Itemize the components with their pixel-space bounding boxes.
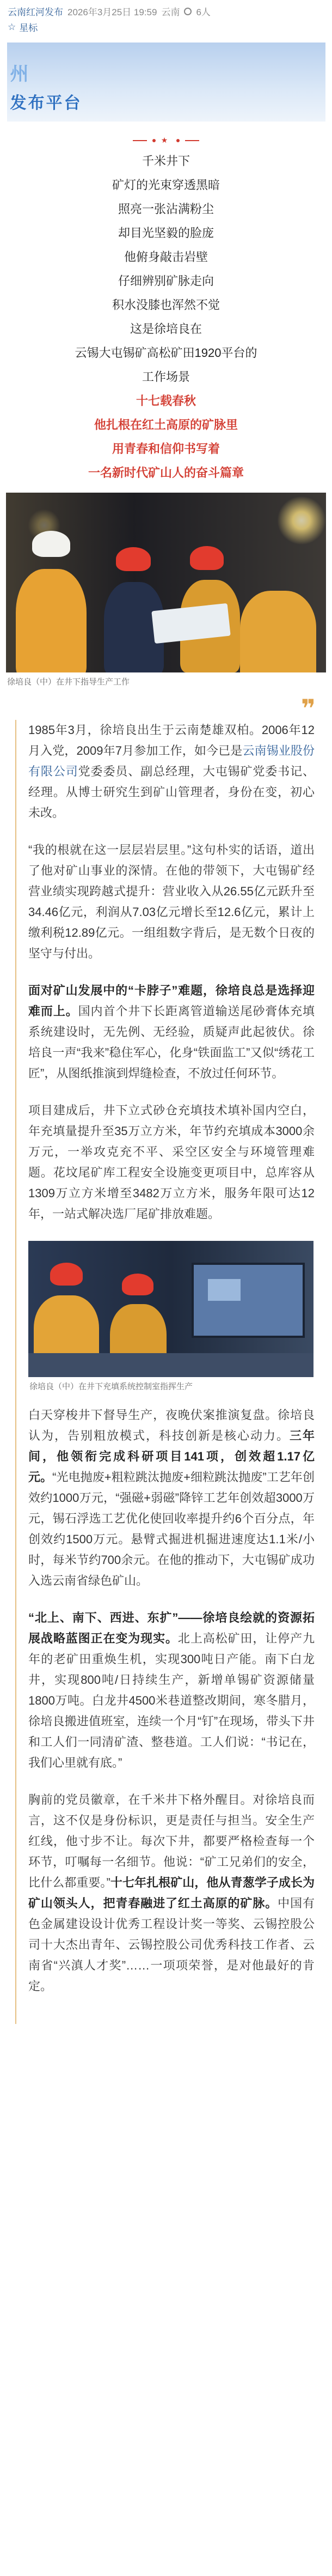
article-paragraph: 项目建成后，井下立式砂仓充填技术填补国内空白，年充填量提升至35万立方米，年节约充填成本3000余万元，一举攻克充不平、采空区安全与环境管理难题。花坟尾矿库工程安全设施变更项目中，总库容从1309万立方米增至3482万立方米，服务年限可达12年，一站式解决选厂尾矿排放难题。 [28, 1104, 315, 1221]
poem-line: 千米井下 [142, 154, 190, 168]
poem-red-line: 用青春和信仰书写着 [112, 442, 220, 456]
poem-line: 这是徐培良在 [130, 322, 202, 336]
article-paragraph: 胸前的党员徽章，在千米井下格外醒目。对徐培良而言，这不仅是身份标识，更是责任与担当。安全生产红线，他寸步不让。每次下井，都要严格检查每一个环节，叮嘱每一名细节。他说：“矿工兄弟们的安全，比什么都重要。”十七年扎根矿山，他从青葱学子成长为矿山领头人，把青春融进了红土高原的矿脉。中国有色金属建设设计优秀工程设计奖一等奖、云锡控股公司十大杰出青年、云锡控股公司优秀科技工作者、云南省“兴滇人才奖”……一项项荣誉，是对他最好的肯定。 [28, 1793, 315, 1993]
company-link[interactable]: 云南锡业股份有限公司 [28, 744, 315, 778]
poem-line: 矿灯的光束穿透黑暗 [112, 178, 220, 192]
account-name[interactable]: 云南红河发布 [8, 7, 63, 17]
poem-block [0, 149, 332, 485]
poem-line: 他俯身敲击岩壁 [124, 250, 208, 264]
header-banner [7, 43, 325, 122]
publish-date: 2026年3月25日 19:59 [67, 7, 157, 17]
article-paragraph: 1985年3月，徐培良出生于云南楚雄双柏。2006年12月入党，2009年7月参加工作，如今已是云南锡业股份有限公司党委委员、副总经理，大屯锡矿党委书记、经理。从博士研究生到矿山管理者，身份在变，初心未改。 [28, 723, 315, 820]
article-paragraph: 白天穿梭井下督导生产，夜晚伏案推演复盘。徐培良认为，告别粗放模式，科技创新是核心动力。三年间，他领衔完成科研项目141项，创效超1.17亿元。“光电抛废+粗粒跳汰抛废+细粒跳汰抛废”工艺年创效约1000万元，“强磁+弱磁”降锌工艺年创效超3000万元，锡石浮选工艺优化使回收率提升约6个百分点，年创效约1500万元。悬臂式掘进机掘进速度达1.1米/小时，每米节约700余元。在他的推动下，大屯锡矿成功入选云南省绿色矿山。 [28, 1408, 315, 1587]
photo-control-room [28, 1241, 313, 1405]
banner-subtitle: 发布平台 [10, 94, 82, 112]
banner-title: 州 [10, 64, 30, 84]
poem-line: 照亮一张沾满粉尘 [118, 202, 214, 216]
poem-line: 却目光坚毅的脸庞 [118, 226, 214, 240]
star-icon: ☆ [8, 21, 16, 32]
region-label: 云南 [161, 7, 180, 17]
article-paragraph: 面对矿山发展中的“卡脖子”难题，徐培良总是选择迎难而上。国内首个井下长距离管道输送尾砂膏体充填系统建设时，无先例、无经验，质疑声此起彼伏。徐培良一声“我来”稳住军心，化身“铁面监工”又似“绣花工匠”，从图纸推演到焊缝检查，不放过任何环节。 [28, 984, 315, 1080]
poem-red-line: 十七载春秋 [136, 394, 196, 408]
photo-caption: 徐培良（中）在井下充填系统控制室指挥生产 [29, 1382, 193, 1391]
article-paragraph: “我的根就在这一层层岩层里。”这句朴实的话语，道出了他对矿山事业的深情。在他的带领下，大屯锡矿经营业绩实现跨越式提升：营业收入从26.55亿元跃升至34.46亿元，利润从7.03亿元增长至12.6亿元，累计上缴利税12.89亿元。一组组数字背后，是无数个日夜的坚守与付出。 [28, 843, 315, 960]
poem-line: 工作场景 [142, 370, 190, 384]
star-mark[interactable] [0, 19, 332, 39]
poem-line: 仔细辨别矿脉走向 [118, 274, 214, 288]
article-meta [0, 0, 332, 19]
photo-caption: 徐培良（中）在井下指导生产工作 [7, 677, 130, 687]
poem-line: 积水没膝也浑然不觉 [112, 298, 220, 312]
poem-red-line: 他扎根在红土高原的矿脉里 [94, 418, 238, 432]
quote-icon: ❞ [301, 694, 316, 723]
readers-count: 6人 [196, 7, 211, 17]
article-paragraph: “北上、南下、西进、东扩”——徐培良绘就的资源拓展战略蓝图正在变为现实。北上高松矿田，让停产九年的老矿田重焕生机，实现300吨日产能。南下白龙井，实现800吨/日持续生产，新增单锡矿资源储量1800万吨。白龙井4500米巷道整改期间，寒冬腊月，徐培良搬进值班室，连续一个月“钉”在现场，带头下井和工人们一同清矿渣、整巷道。工人们说：“书记在，我们心里就有底。” [28, 1611, 315, 1769]
poem-red-line: 一名新时代矿山人的奋斗篇章 [88, 466, 244, 480]
star-label: 星标 [19, 23, 38, 33]
readers-icon [184, 8, 192, 15]
article-body [15, 720, 317, 2024]
poem-line: 云锡大屯锡矿高松矿田1920平台的 [75, 346, 257, 360]
photo-underground [6, 493, 326, 690]
decorative-divider: ★ [0, 122, 332, 149]
